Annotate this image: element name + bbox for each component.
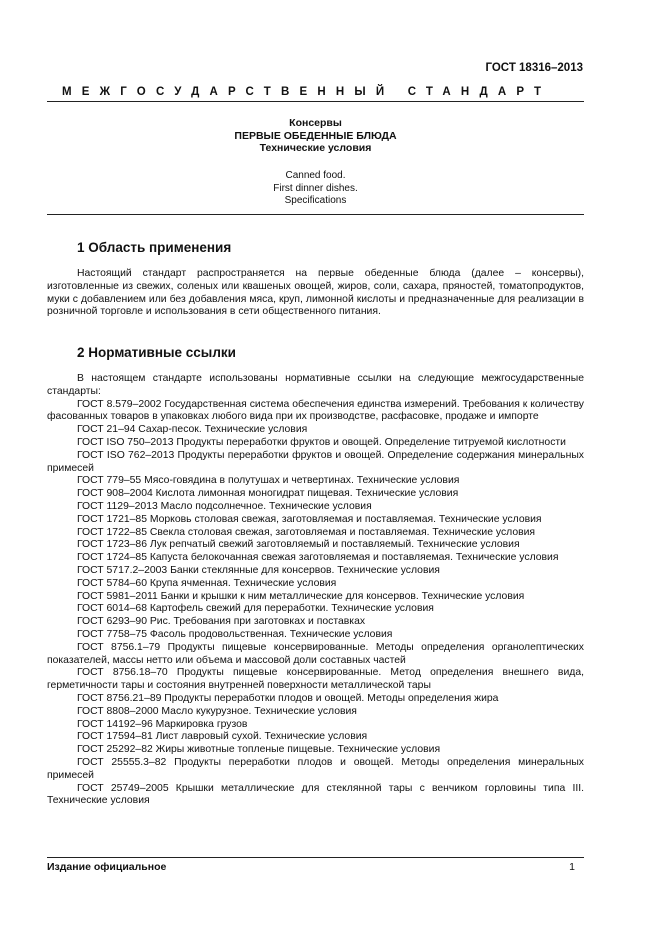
reference-item: ГОСТ 5717.2–2003 Банки стеклянные для консервов. Технические условия	[77, 564, 440, 576]
official-edition-label: Издание официальное	[47, 861, 167, 873]
english-title-line: First dinner dishes.	[273, 182, 358, 194]
title-line: Технические условия	[259, 142, 372, 154]
header-rule	[47, 101, 584, 102]
english-title-block	[47, 170, 584, 208]
reference-item: ГОСТ 8.579–2002 Государственная система обеспечения единства измерений. Требования к количеству фасованных товаров в упаковках любого вида при их производстве, расфасовке, продаже и импорте	[47, 398, 584, 423]
reference-item: ГОСТ 8756.1–79 Продукты пищевые консервированные. Методы определения органолептических показателей, массы нетто или объема и массовой доли составных частей	[47, 641, 584, 666]
reference-item: ГОСТ ISO 750–2013 Продукты переработки фруктов и овощей. Определение титруемой кислотности	[77, 436, 566, 448]
reference-item: ГОСТ 5784–60 Крупа ячменная. Технические условия	[77, 577, 337, 589]
reference-item: ГОСТ 25555.3–82 Продукты переработки плодов и овощей. Методы определения минеральных примесей	[47, 756, 584, 781]
title-rule	[47, 214, 584, 215]
reference-item: ГОСТ 7758–75 Фасоль продовольственная. Технические условия	[77, 628, 393, 640]
reference-item: ГОСТ 1722–85 Свекла столовая свежая, заготовляемая и поставляемая. Технические условия	[77, 526, 536, 538]
reference-item: ГОСТ 8756.18–70 Продукты пищевые консервированные. Метод определения внешнего вида, герметичности тары и состояния внутренней поверхности металлической тары	[47, 667, 584, 692]
reference-item: ГОСТ 14192–96 Маркировка грузов	[77, 718, 248, 730]
reference-item: ГОСТ 25292–82 Жиры животные топленые пищевые. Технические условия	[77, 744, 441, 756]
reference-item: ГОСТ ISO 762–2013 Продукты переработки фруктов и овощей. Определение содержания минеральных примесей	[47, 449, 584, 474]
reference-item: ГОСТ 1129–2013 Масло подсолнечное. Технические условия	[77, 500, 372, 512]
section-heading-scope: 1 Область применения	[77, 240, 232, 255]
scope-paragraph: Настоящий стандарт распространяется на первые обеденные блюда (далее – консервы), изготовленные из свежих, соленых или квашеных овощей, жиров, соли, сахара, пряностей, томатопродуктов, муки с добавлением или без добавления мяса, круп, лимонной кислоты и предназначенные для реализации в розничной торговле и использования в сети общественного питания.	[47, 268, 584, 318]
gost-number: ГОСТ 18316–2013	[485, 62, 583, 74]
page-number: 1	[569, 861, 575, 873]
reference-item: ГОСТ 25749–2005 Крышки металлические для стеклянной тары с венчиком горловины типа III. Технические условия	[47, 782, 584, 807]
reference-item: ГОСТ 21–94 Сахар-песок. Технические условия	[77, 424, 308, 436]
reference-item: ГОСТ 17594–81 Лист лавровый сухой. Технические условия	[77, 731, 368, 743]
section-heading-references: 2 Нормативные ссылки	[77, 345, 236, 360]
footer-rule	[47, 857, 584, 858]
reference-item: ГОСТ 1724–85 Капуста белокочанная свежая заготовляемая и поставляемая. Технические условия	[77, 552, 559, 564]
reference-item: ГОСТ 5981–2011 Банки и крышки к ним металлические для консервов. Технические условия	[77, 590, 525, 602]
title-block	[47, 117, 584, 155]
reference-item: ГОСТ 779–55 Мясо-говядина в полутушах и четвертинах. Технические условия	[77, 475, 460, 487]
references-list	[47, 373, 584, 808]
interstate-standard-label: МЕЖГОСУДАРСТВЕННЫЙ СТАНДАРТ	[62, 86, 552, 98]
reference-item: ГОСТ 908–2004 Кислота лимонная моногидрат пищевая. Технические условия	[77, 488, 459, 500]
english-title-line: Canned food.	[285, 170, 346, 181]
reference-item: В настоящем стандарте использованы нормативные ссылки на следующие межгосударственные стандарты:	[47, 373, 584, 397]
title-line: ПЕРВЫЕ ОБЕДЕННЫЕ БЛЮДА	[234, 129, 397, 142]
reference-item: ГОСТ 1723–86 Лук репчатый свежий заготовляемый и поставляемый. Технические условия	[77, 539, 520, 551]
reference-item: ГОСТ 8756.21–89 Продукты переработки плодов и овощей. Методы определения жира	[77, 692, 499, 704]
reference-item: ГОСТ 8808–2000 Масло кукурузное. Технические условия	[77, 705, 357, 717]
reference-item: ГОСТ 6014–68 Картофель свежий для переработки. Технические условия	[77, 603, 434, 615]
reference-item: ГОСТ 1721–85 Морковь столовая свежая, заготовляемая и поставляемая. Технические условия	[77, 513, 542, 525]
reference-item: ГОСТ 6293–90 Рис. Требования при заготовках и поставках	[77, 616, 366, 628]
title-line: Консервы	[289, 117, 342, 129]
english-title-line: Specifications	[284, 195, 347, 206]
